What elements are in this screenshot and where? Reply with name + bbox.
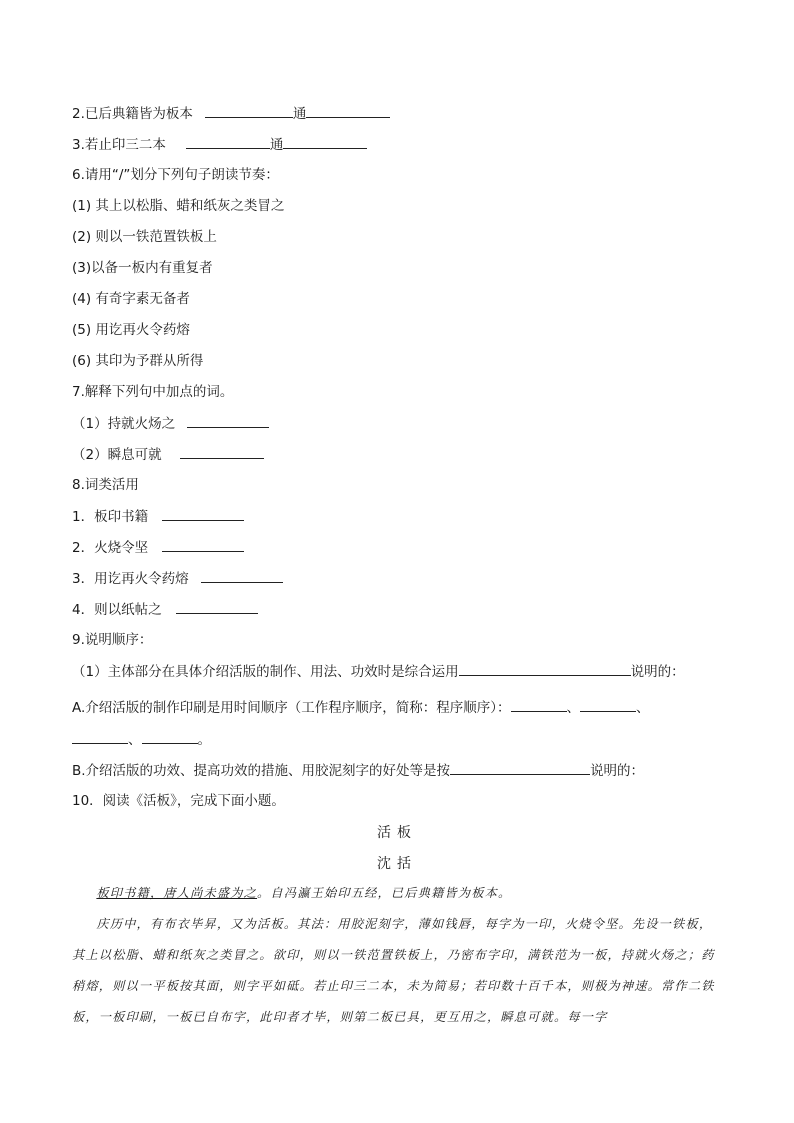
q9-pA — [72, 697, 650, 718]
q9-pA-end: 。 — [197, 732, 211, 748]
q9-pA-blank-2[interactable] — [580, 697, 636, 712]
q7-item-1-text: （1）持就火炀之 — [72, 416, 176, 432]
q7-item-2-text: （2）瞬息可就 — [72, 447, 162, 463]
q9-pB — [72, 760, 644, 781]
q3-answer-blank-1[interactable] — [186, 134, 270, 149]
q3-line — [72, 134, 367, 155]
q6-item: (3)以备一板内有重复者 — [72, 260, 213, 276]
q9-pA-blank-4[interactable] — [142, 729, 198, 744]
q6-item: (1) 其上以松脂、蜡和纸灰之类冒之 — [72, 198, 285, 214]
q9-p1-text: （1）主体部分在具体介绍活版的制作、用法、功效时是综合运用 — [72, 664, 459, 680]
q9-pA-blank-1[interactable] — [511, 697, 567, 712]
q8-title: 8.词类活用 — [72, 477, 139, 493]
q3-answer-blank-2[interactable] — [283, 134, 367, 149]
q9-p1 — [72, 661, 685, 682]
passage-paragraph-1-rest: 。自冯瀛王始印五经，已后典籍皆为板本。 — [257, 886, 512, 900]
q8-item-4 — [72, 599, 258, 620]
q7-item-1-blank[interactable] — [187, 413, 269, 428]
q8-item-3-blank[interactable] — [201, 568, 283, 583]
q9-pA-sep: 、 — [566, 700, 581, 716]
q9-pA-cont — [72, 729, 211, 750]
q2-line — [72, 103, 390, 124]
q6-item: (6) 其印为予群从所得 — [72, 353, 204, 369]
q9-p1-blank[interactable] — [459, 661, 631, 676]
q8-item-2-text: 2．火烧令坚 — [72, 540, 149, 556]
q3-tong: 通 — [269, 137, 284, 153]
q8-item-1 — [72, 506, 244, 527]
q7-item-1 — [72, 413, 269, 434]
passage-body — [72, 878, 722, 1033]
q6-item: (5) 用讫再火令药熔 — [72, 322, 190, 338]
q2-text: 2.已后典籍皆为板本 — [72, 106, 193, 122]
q9-p1-suffix: 说明的： — [630, 664, 685, 680]
q8-item-3 — [72, 568, 283, 589]
q9-pB-blank[interactable] — [450, 760, 590, 775]
passage-author: 沈括 — [377, 856, 417, 872]
passage-paragraph-2: 庆历中，有布衣毕昇，又为活板。其法：用胶泥刻字，薄如钱唇，每字为一印，火烧令坚。先设一铁板，其上以松脂、蜡和纸灰之类冒之。欲印，则以一铁范置铁板上，乃密布字印，满铁范为一板，持就火炀之；药稍熔，则以一平板按其面，则字平如砥。若止印三二本，未为简易；若印数十百千本，则极为神速。常作二铁板，一板印刷，一板已自布字，此印者才毕，则第二板已具，更互用之，瞬息可就。每一字 — [72, 917, 715, 1024]
q2-answer-blank-1[interactable] — [205, 103, 293, 118]
q8-item-1-blank[interactable] — [162, 506, 244, 521]
q7-title: 7.解释下列句中加点的词。 — [72, 384, 234, 400]
q8-item-4-text: 4．则以纸帖之 — [72, 602, 162, 618]
q9-pB-suffix: 说明的： — [590, 763, 645, 779]
q9-pA-sep: 、 — [128, 732, 142, 748]
q2-answer-blank-2[interactable] — [306, 103, 390, 118]
q8-item-4-blank[interactable] — [176, 599, 258, 614]
q6-item: (4) 有奇字素无备者 — [72, 291, 190, 307]
q9-pB-text: B.介绍活版的功效、提高功效的措施、用胶泥刻字的好处等是按 — [72, 763, 451, 779]
q7-item-2 — [72, 444, 264, 465]
q9-pA-text: A.介绍活版的制作印刷是用时间顺序（工作程序顺序，简称：程序顺序）： — [72, 700, 511, 716]
q8-item-3-text: 3．用讫再火令药熔 — [72, 571, 189, 587]
q6-item: (2) 则以一铁范置铁板上 — [72, 229, 217, 245]
passage-heading: 活板 — [377, 825, 417, 841]
q3-text: 3.若止印三二本 — [72, 137, 166, 153]
q8-item-2-blank[interactable] — [162, 537, 244, 552]
q8-item-2 — [72, 537, 244, 558]
q9-title: 9.说明顺序： — [72, 632, 153, 648]
q7-item-2-blank[interactable] — [180, 444, 264, 459]
q6-title: 6.请用“/”划分下列句子朗读节奏： — [72, 167, 279, 183]
passage-paragraph-1 — [72, 878, 722, 909]
q8-item-1-text: 1．板印书籍 — [72, 509, 149, 525]
q10-title: 10．阅读《活板》，完成下面小题。 — [72, 793, 285, 809]
q9-pA-blank-3[interactable] — [72, 729, 128, 744]
underlined-sentence: 板印书籍，唐人尚未盛为之 — [96, 886, 258, 900]
q9-pA-sep: 、 — [636, 700, 650, 716]
q2-tong: 通 — [292, 106, 307, 122]
